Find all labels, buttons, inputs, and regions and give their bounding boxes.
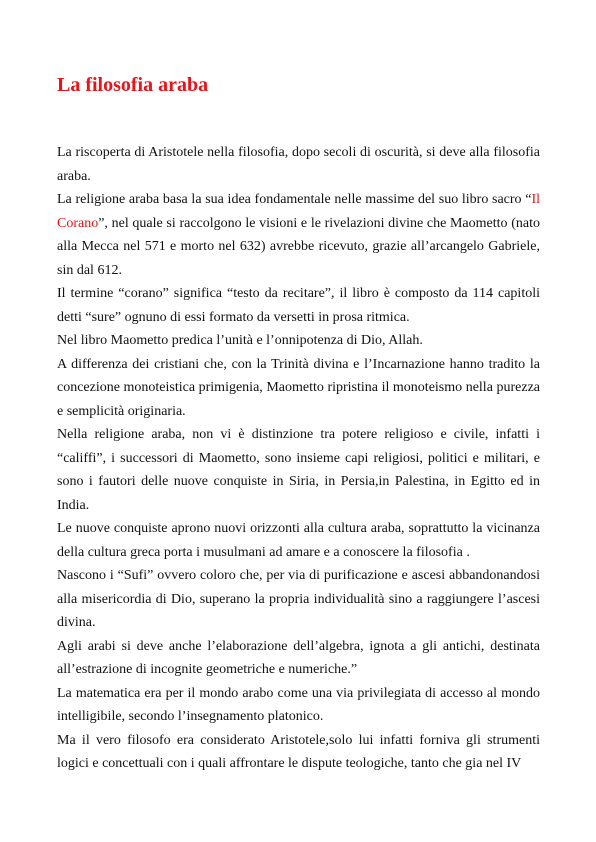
paragraph-aristotele-philosopher: Ma il vero filosofo era considerato Aristotele,solo lui infatti forniva gli strumenti logici e concettuali con i quali affrontare le dispute teologiche, tanto che gia nel IV [57, 732, 540, 771]
paragraph-monotheism: A differenza dei cristiani che, con la Trinità divina e l’Incarnazione hanno tradito la concezione monoteistica primigenia, Maometto ripristina il monoteismo nella purezza e semplicità originaria. [57, 356, 540, 419]
paragraph-aristotele-rediscovery: La riscoperta di Aristotele nella filosofia, dopo secoli di oscurità, si deve alla filosofia araba. [57, 145, 540, 184]
paragraph-text: ”, nel quale si raccolgono le visioni e le rivelazioni divine che Maometto (nato alla Mecca nel 571 e morto nel 632) avrebbe ricevuto, grazie all’arcangelo Gabriele, sin dal 612. [57, 215, 540, 278]
paragraph-text: La religione araba basa la sua idea fondamentale nelle massime del suo libro sacro “ [57, 192, 532, 207]
paragraph-term-corano: Il termine “corano” significa “testo da recitare”, il libro è composto da 114 capitoli detti “sure” ognuno di essi formato da versetti in prosa ritmica. [57, 286, 540, 325]
paragraph-algebra: Agli arabi si deve anche l’elaborazione dell’algebra, ignota a gli antichi, destinata all’estrazione di incognite geometriche e numeriche.” [57, 638, 540, 677]
highlighted-term-corano: Il Corano [57, 192, 540, 231]
paragraph-califfi: Nella religione araba, non vi è distinzione tra potere religioso e civile, infatti i “califfi”, i successori di Maometto, sono insieme capi religiosi, politici e militari, e sono i fautori delle nuove conquiste in Siria, in Persia,in Palestina, in Egitto ed in India. [57, 427, 540, 513]
page-title: La filosofia araba [57, 74, 209, 96]
document-body [57, 141, 540, 776]
paragraph-unity-of-god: Nel libro Maometto predica l’unità e l’onnipotenza di Dio, Allah. [57, 333, 423, 348]
paragraph-mathematics: La matematica era per il mondo arabo come una via privilegiata di accesso al mondo intelligibile, secondo l’insegnamento platonico. [57, 685, 540, 724]
paragraph-sufi: Nascono i “Sufi” ovvero coloro che, per via di purificazione e ascesi abbandonandosi alla misericordia di Dio, superano la propria individualità sino a raggiungere l’ascesi divina. [57, 568, 540, 630]
paragraph-corano [57, 188, 540, 282]
paragraph-new-conquests: Le nuove conquiste aprono nuovi orizzonti alla cultura araba, soprattutto la vicinanza della cultura greca porta i musulmani ad amare e a conoscere la filosofia . [57, 521, 540, 560]
